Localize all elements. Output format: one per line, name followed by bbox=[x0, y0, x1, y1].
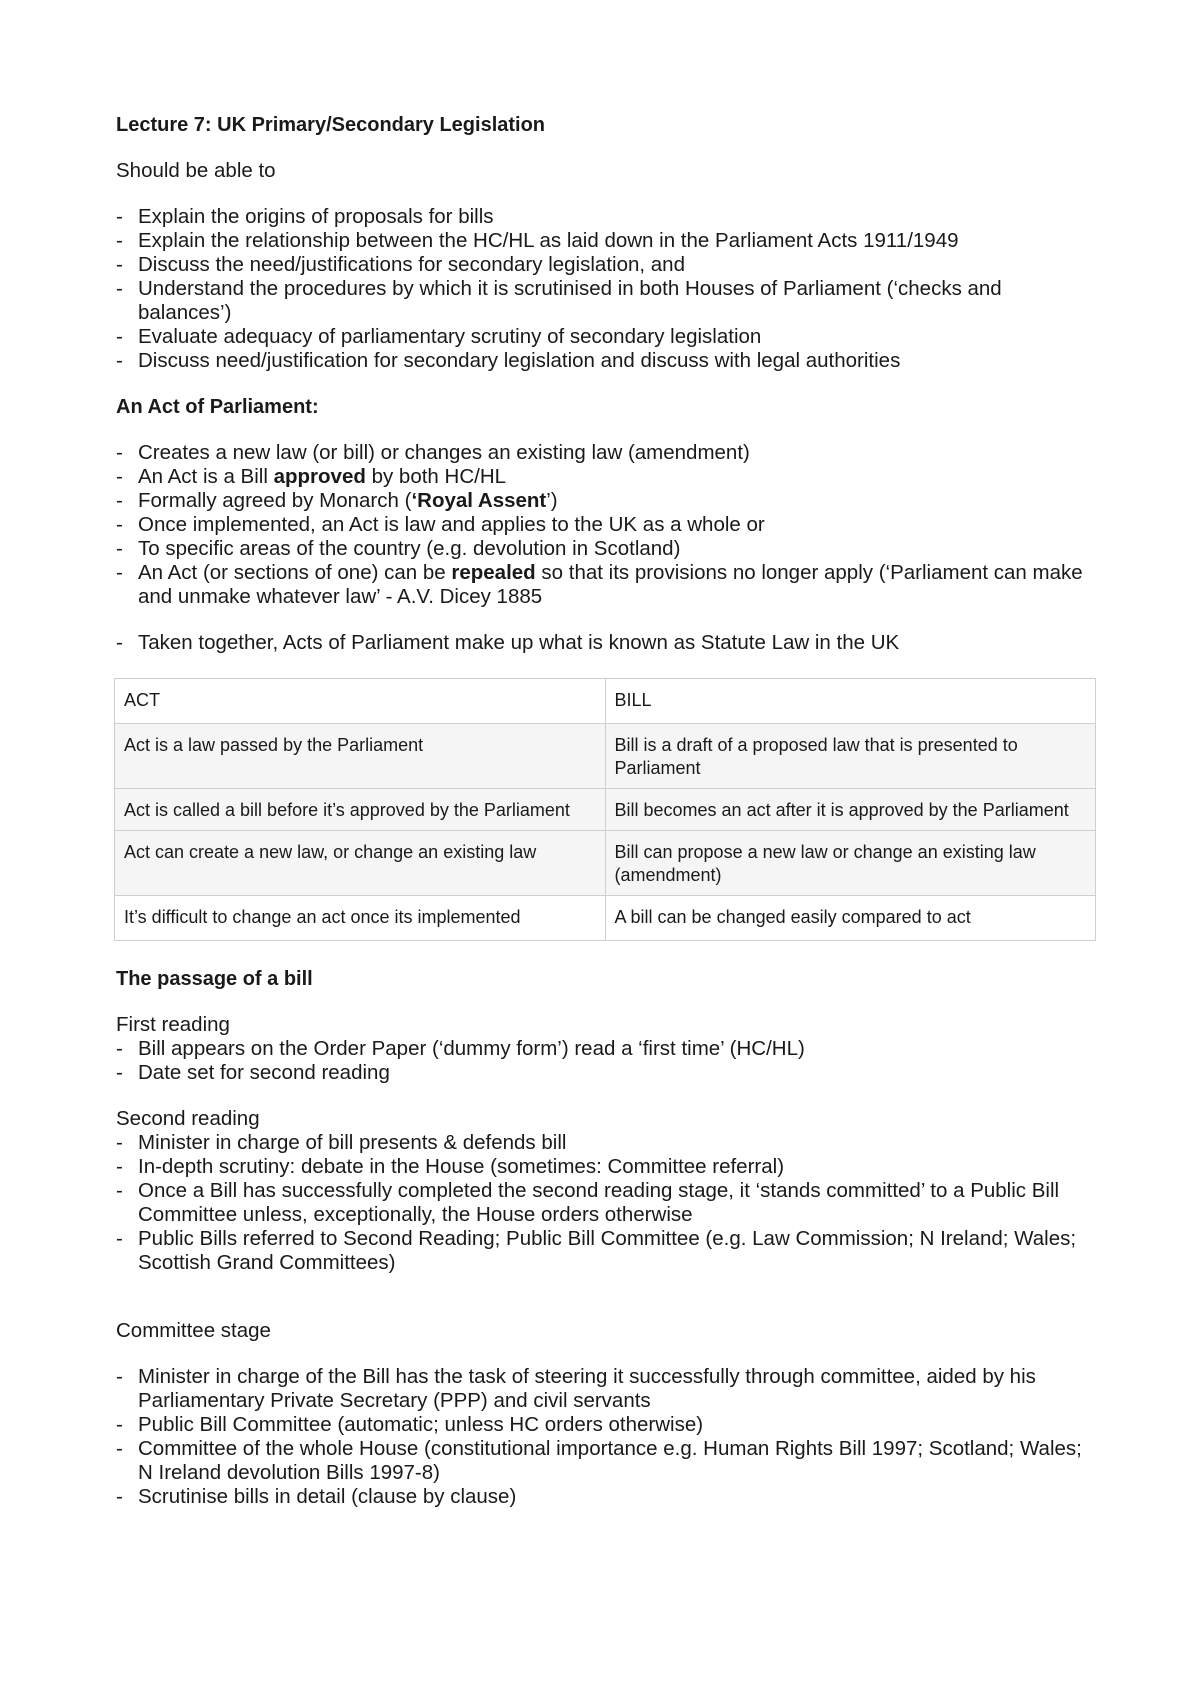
list-item: - Explain the origins of proposals for bills bbox=[116, 205, 1096, 229]
intro-text: Should be able to bbox=[116, 159, 276, 182]
statute-list bbox=[116, 631, 1096, 655]
table-header-cell: BILL bbox=[605, 679, 1096, 724]
committee-stage-list bbox=[116, 1365, 1096, 1509]
list-item: - Committee of the whole House (constitutional importance e.g. Human Rights Bill 1997; Scotland; Wales; N Ireland devolution Bills 1997-8) bbox=[116, 1437, 1096, 1485]
first-reading-list bbox=[116, 1037, 1096, 1085]
second-reading-title: Second reading bbox=[116, 1107, 260, 1130]
table-cell: Bill becomes an act after it is approved by the Parliament bbox=[605, 789, 1096, 831]
table-row bbox=[115, 831, 1096, 896]
objectives-list bbox=[116, 205, 1096, 373]
second-reading-list bbox=[116, 1131, 1096, 1275]
table-cell: Bill can propose a new law or change an existing law (amendment) bbox=[605, 831, 1096, 896]
text-run: by both HC/HL bbox=[365, 465, 507, 488]
list-item: - In-depth scrutiny: debate in the House (sometimes: Committee referral) bbox=[116, 1155, 1096, 1179]
text-run: ’) bbox=[546, 489, 558, 512]
list-item: - Evaluate adequacy of parliamentary scrutiny of secondary legislation bbox=[116, 325, 1096, 349]
lecture-title: Lecture 7: UK Primary/Secondary Legislation bbox=[116, 114, 546, 136]
table-cell: A bill can be changed easily compared to act bbox=[605, 896, 1096, 941]
list-item: - Bill appears on the Order Paper (‘dummy form’) read a ‘first time’ (HC/HL) bbox=[116, 1037, 1096, 1061]
act-bill-table bbox=[114, 678, 1096, 941]
text-run: An Act (or sections of one) can be bbox=[138, 561, 452, 584]
list-item: - Once implemented, an Act is law and applies to the UK as a whole or bbox=[116, 513, 1096, 537]
list-item: - Creates a new law (or bill) or changes an existing law (amendment) bbox=[116, 441, 1096, 465]
list-item: - Discuss the need/justifications for secondary legislation, and bbox=[116, 253, 1096, 277]
list-item: - Understand the procedures by which it is scrutinised in both Houses of Parliament (‘checks and balances’) bbox=[116, 277, 1096, 325]
list-item: - Taken together, Acts of Parliament make up what is known as Statute Law in the UK bbox=[116, 631, 1096, 655]
passage-heading: The passage of a bill bbox=[116, 968, 313, 990]
table-header-row bbox=[115, 679, 1096, 724]
list-item: - Scrutinise bills in detail (clause by clause) bbox=[116, 1485, 1096, 1509]
act-list bbox=[116, 441, 1096, 609]
list-item bbox=[116, 561, 1096, 609]
table-row bbox=[115, 724, 1096, 789]
list-item: - Once a Bill has successfully completed the second reading stage, it ‘stands committed’ to a Public Bill Committee unless, exceptionally, the House orders otherwise bbox=[116, 1179, 1096, 1227]
text-run: An Act is a Bill bbox=[138, 465, 274, 488]
table-row bbox=[115, 896, 1096, 941]
act-heading: An Act of Parliament: bbox=[116, 396, 319, 418]
table-cell: Act is called a bill before it’s approved by the Parliament bbox=[115, 789, 606, 831]
list-item bbox=[116, 489, 1096, 513]
table-row bbox=[115, 789, 1096, 831]
table-cell: Bill is a draft of a proposed law that is presented to Parliament bbox=[605, 724, 1096, 789]
list-item: - Public Bills referred to Second Reading; Public Bill Committee (e.g. Law Commission; N Ireland; Wales; Scottish Grand Committees) bbox=[116, 1227, 1096, 1275]
table-header-cell: ACT bbox=[115, 679, 606, 724]
document-page bbox=[116, 113, 1096, 1509]
list-item: - Minister in charge of bill presents & defends bill bbox=[116, 1131, 1096, 1155]
bold-run: ‘Royal Assent bbox=[411, 489, 547, 512]
list-item: - To specific areas of the country (e.g. devolution in Scotland) bbox=[116, 537, 1096, 561]
list-item bbox=[116, 465, 1096, 489]
committee-stage-title: Committee stage bbox=[116, 1319, 271, 1342]
bold-run: repealed bbox=[451, 561, 536, 584]
table-cell: Act can create a new law, or change an existing law bbox=[115, 831, 606, 896]
first-reading-title: First reading bbox=[116, 1013, 230, 1036]
list-item: - Explain the relationship between the HC/HL as laid down in the Parliament Acts 1911/1949 bbox=[116, 229, 1096, 253]
table-cell: Act is a law passed by the Parliament bbox=[115, 724, 606, 789]
text-run: so that its provisions no longer apply (‘Parliament can make and unmake whatever law’ - A.V. Dicey 1885 bbox=[138, 561, 1083, 608]
list-item: - Minister in charge of the Bill has the task of steering it successfully through committee, aided by his Parliamentary Private Secretary (PPP) and civil servants bbox=[116, 1365, 1096, 1413]
table-cell: It’s difficult to change an act once its implemented bbox=[115, 896, 606, 941]
list-item: - Public Bill Committee (automatic; unless HC orders otherwise) bbox=[116, 1413, 1096, 1437]
bold-run: approved bbox=[273, 465, 366, 488]
list-item: - Discuss need/justification for secondary legislation and discuss with legal authorities bbox=[116, 349, 1096, 373]
text-run: Formally agreed by Monarch ( bbox=[138, 489, 412, 512]
list-item: - Date set for second reading bbox=[116, 1061, 1096, 1085]
